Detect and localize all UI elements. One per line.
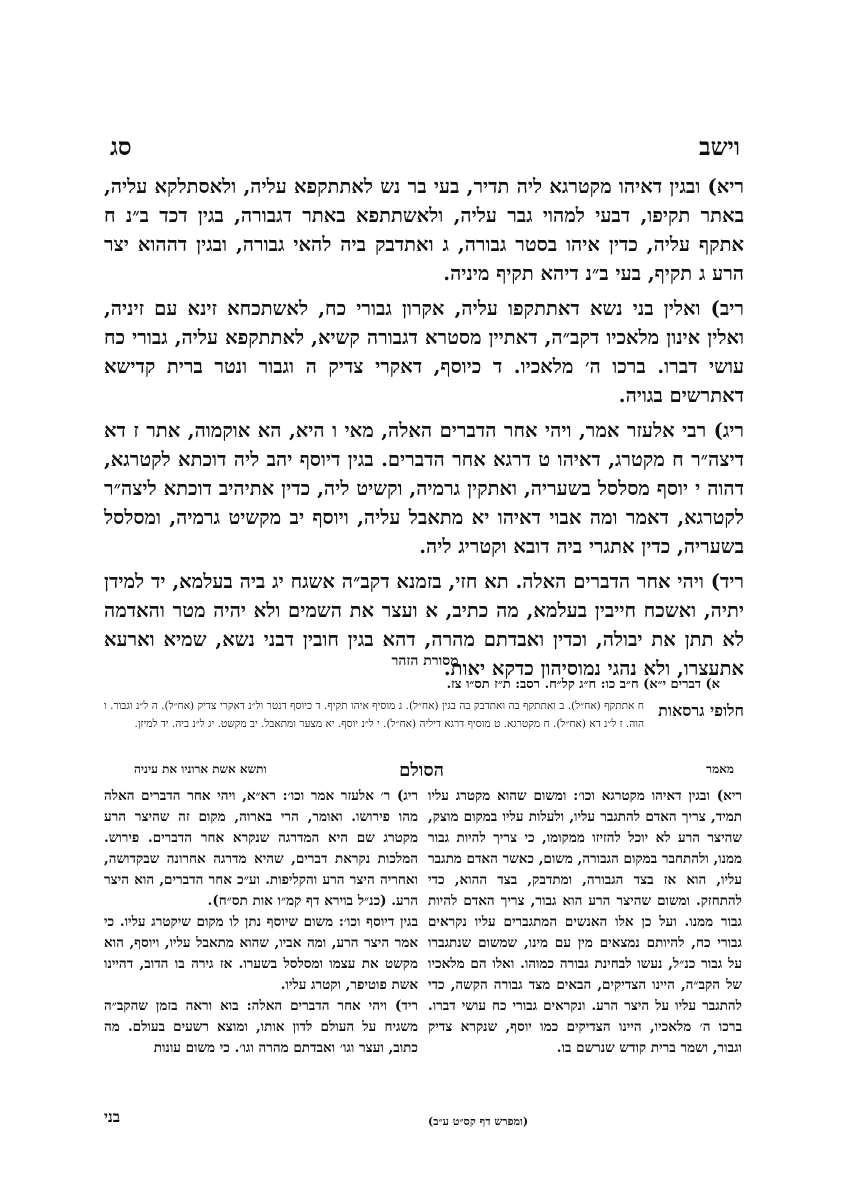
page-header bbox=[110, 132, 740, 164]
commentary-paragraph: ריג) ר׳ אלעזר אמר וכו׳: רא״א, ויהי אחר הדברים האלה מהו פירושו. ואומר, הרי בארוה, מקום זה שהיצר הרע מקטרג שם היא המדרגה שנקרא אחר הדברים. פירוש. המלכות נקראת דברים, שהיא מדרגה אחרונה שבקדושה, ואחריה היצר הרע והקליפות. וע״כ אחר הדברים, הוא היצר הרע. (כנ״ל בוירא דף קמ״ו אות תס״ח). bbox=[104, 788, 418, 909]
page-number: סג bbox=[110, 132, 132, 161]
paragraph-214: ריד) ויהי אחר הדברים האלה. תא חזי, בזמנא דקב״ה אשגח יג ביה בעלמא, יד למידן יתיה, ואשכח חייבין בעלמא, מה כתיב, א ועצר את השמים ולא יהיה מטר והאדמה לא תתן את יבולה, וכדין ואבדתם מהרה, דהא בגין חובין דבני נשא, שמיא וארעא אתעצרו, ולא נהגי נמוסיהון כדקא יאות. bbox=[104, 570, 744, 680]
commentary-paragraph: ריא) ובגין דאיהו מקטרגא וכו׳: ומשום שהוא מקטרג עליו תמיד, צריך האדם להתגבר עליו, ולעלות עליו במקום מוצק, שהיצר הרע לא יוכל להזיזו ממקומו, כי צריך להיות גבור ממנו, ולהתחבר במקום הגבורה, משום, כאשר האדם מתגבר עליו, הוא אז בצד הגבורה, ומתדבק, בצד ההוא, כדי להתחזק. ומשום שהיצר הרע הוא גבור, צריך האדם להיות גבור ממנו. ועל כן אלו האנשים המתגברים עליו נקראים גבורי כח, להיותם נמצאים מין עם מינו, שמשום שנתגברו על גבור כנ״ל, נעשו לבחינת גבורה כמוהו. ואלו הם מלאכיו של הקב״ה, היינו הצדיקים, הבאים מצד גבורה הקשה, כדי להתגבר עליו על היצר הרע. ונקראים גבורי כח עושי דברו. ברכו ה׳ מלאכיו, היינו הצדיקים כמו יוסף, שנקרא צדיק וגבור, ושמר ברית קודש שנרשם בו. bbox=[427, 788, 742, 1056]
paragraph-213: ריג) רבי אלעזר אמר, ויהי אחר הדברים האלה, מאי ו היא, הא אוקמוה, אתר ז דא דיצה״ר ח מקטרג, דאיהו ט דרגא אחר הדברים. בגין דיוסף יהב ליה דוכתא לקטרגא, דהוה י יוסף מסלסל בשעריה, ואתקין גרמיה, וקשיט ליה, כדין אתיהיב דוכתא ליצה״ר לקטרגא, דאמר ומה אבוי דאיהו יא מתאבל עליה, ויוסף יב מקשיט גרמיה, ומסלסל בשעריה, כדין אתגרי ביה דובא וקטריג ליה. bbox=[104, 419, 744, 558]
paragraph-211: ריא) ובגין דאיהו מקטרגא ליה תדיר, בעי בר נש לאתתקפא עליה, ולאסתלקא עליה, באתר תקיפו, דבעי למהוי גבר עליה, ולאשתתפא באתר דגבורה, בגין דכד ב״נ ח אתקף עליה, כדין איהו בסטר גבורה, ג ואתדבק ביה להאי גבורה, ובגין דההוא יצר הרע ג תקיף, בעי ב״נ דיהא תקיף מיניה. bbox=[104, 175, 744, 285]
footer-reference: (ומפרש דף קס״ט ע״ב) bbox=[428, 1115, 529, 1128]
paragraph-212: ריב) ואלין בני נשא דאתתקפו עליה, אקרון גבורי כח, לאשתכחא זינא עם זיניה, ואלין אינון מלאכיו דקב״ה, דאתיין מסטרא דגבורה קשיא, לאתתקפא עליה, גבורי כח עושי דברו. ברכו ה׳ מלאכיו. ד כיוסף, דאקרי צדיק ה וגבור ונטר ברית קדישא דאתרשים בגויה. bbox=[104, 297, 744, 407]
sulam-title: הסולם bbox=[399, 760, 444, 781]
main-text bbox=[104, 172, 744, 689]
maamar-label: מאמר bbox=[706, 762, 734, 776]
commentary-paragraph: בגין דיוסף וכו׳: משום שיוסף נתן לו מקום שיקטרג עליו. כי אמר היצר הרע, ומה אביו, שהוא מתאבל עליו, ויוסף, הוא מקשט את עצמו ומסלסל בשערו. אז גירה בו הדוב, דהיינו אשת פוטיפר, וקטרג עליו. bbox=[104, 914, 418, 993]
masoret-title: מסורת הזהר bbox=[391, 653, 459, 669]
variants-label: חלופי גרסאות bbox=[658, 701, 744, 720]
variant-readings bbox=[104, 697, 744, 753]
commentary-left-column bbox=[104, 786, 418, 1059]
commentary-paragraph: ריד) ויהי אחר הדברים האלה: בוא וראה בזמן שהקב״ה משגיח על העולם לדון אותו, ומוצא רשעים בעולם. מה כתוב, ועצר וגו׳ ואבדתם מהרה וגו׳. כי משום עונות bbox=[104, 998, 418, 1056]
catchword: בני bbox=[104, 1108, 121, 1126]
masoret-references: א) דברים י״א) ח״ב כו: ח״ג קל״ח. רסב: ת״ז תס״ו צז. bbox=[446, 677, 720, 692]
running-head: ותשא אשת ארוניו את עיניה bbox=[134, 762, 267, 776]
commentary-right-column bbox=[428, 786, 742, 1059]
variants-text: ח אתתקף (אח״ל). ב ואתתקף בה ואתדבק בה בגין (אח״ל). ג מוסיף איהו תקיף. ד כיוסף דנטר ול״נ דאקרי צדיק (אח״ל). ה ל״נ וגבור. ו הוה. ז ל״נ דא (אח״ל). ח מקטרגא. ט מוסיף דרגא דיליה (אח״ל). י ל״נ יוסף. יא מצער ומתאבל. יב מקשט. יג ל״נ ביה. יד למיזן. bbox=[104, 700, 644, 730]
parsha-title: וישב bbox=[699, 132, 740, 161]
